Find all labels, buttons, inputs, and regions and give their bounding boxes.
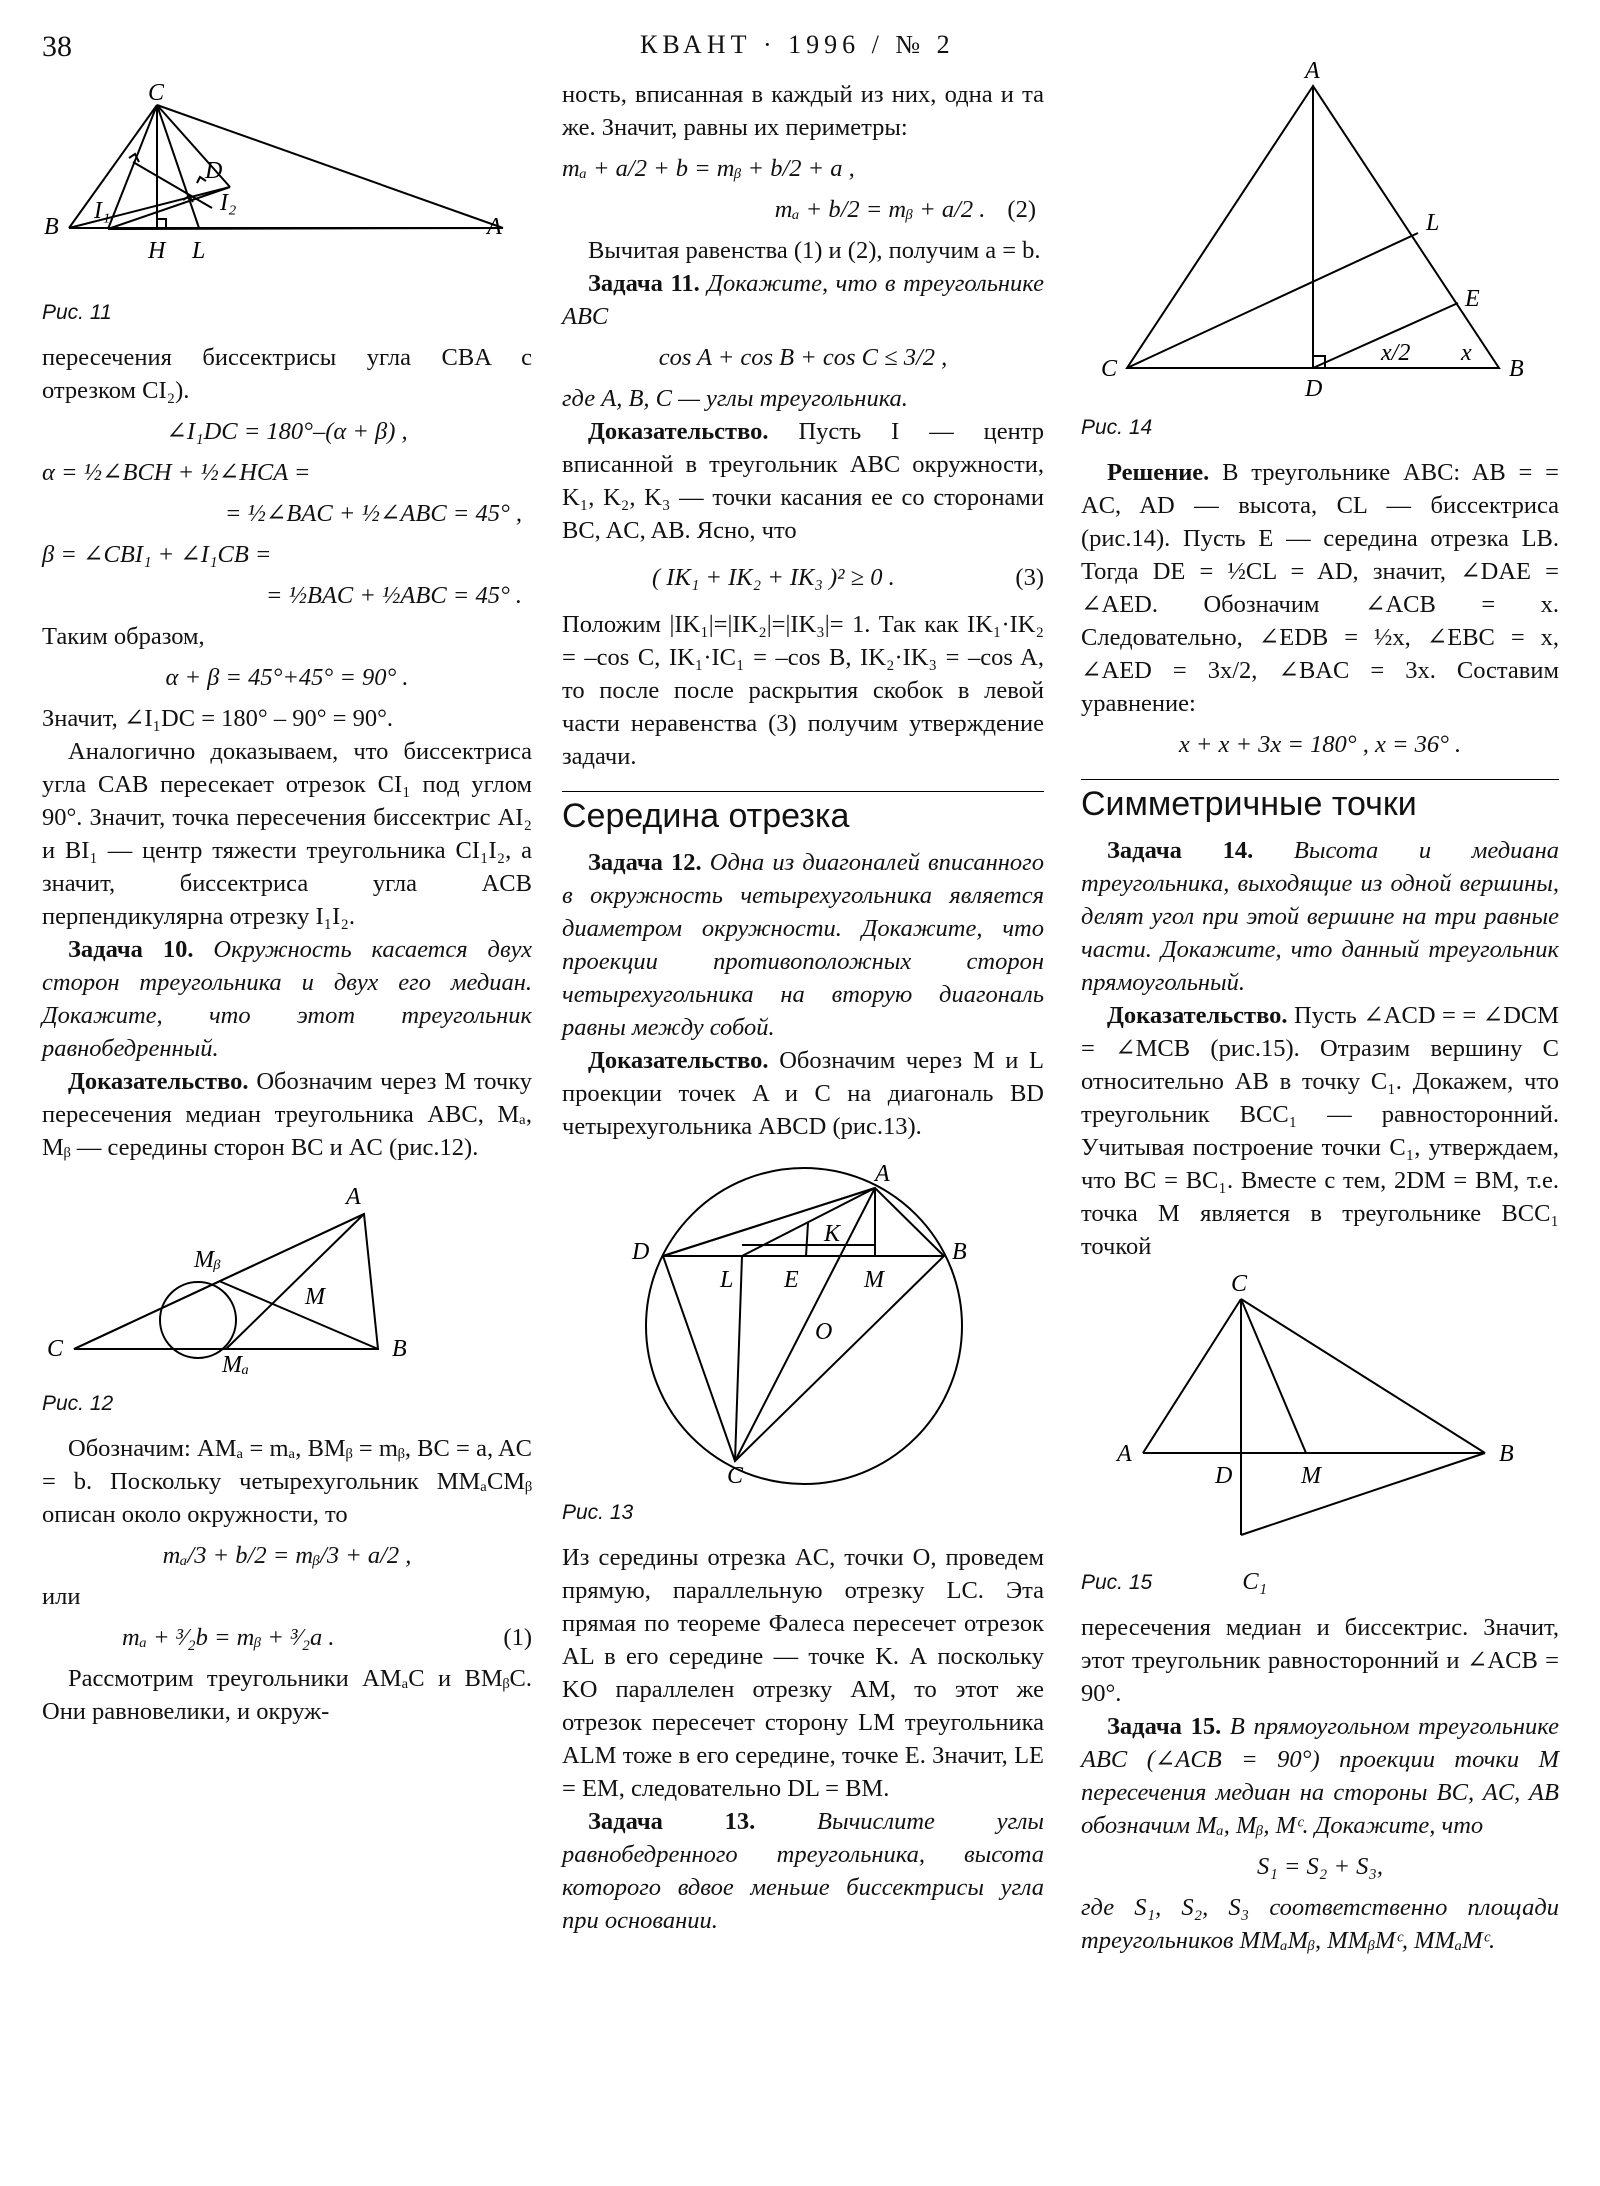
fig11-label-A: A <box>487 214 502 240</box>
fig11-label-I1: I₁ <box>94 198 111 224</box>
fig11-label-L: L <box>192 238 206 264</box>
proof-10 <box>42 1065 532 1164</box>
col1-para-2: Таким образом, <box>42 623 205 650</box>
fig14-label-C: C <box>1101 356 1118 382</box>
section-title-midpoint: Середина отрезка <box>562 791 1044 836</box>
task-11 <box>562 267 1044 333</box>
fig15-label-C: C <box>1231 1271 1248 1297</box>
column-1 <box>42 78 532 1728</box>
fig15-label-C1: C₁ <box>1242 1568 1268 1595</box>
task12-label: Задача 12. <box>588 849 702 876</box>
fig15-caption-row <box>1081 1562 1559 1611</box>
task14-text: Высота и медиана треугольника, выходящие из одной вершины, делят угол при этой вершине на три равные части. Докажите, что данный треугольник прямоугольный. <box>1081 837 1559 996</box>
eq-area: S₁ = S₂ + S₃, <box>1257 1853 1383 1880</box>
col2-para-1: ность, вписанная в каждый из них, одна и та же. Значит, равны их периметры: <box>562 81 1044 141</box>
task13-label: Задача 13. <box>588 1808 756 1835</box>
eq-2-row <box>562 193 1044 226</box>
page-number: 38 <box>42 30 72 63</box>
fig11-label-H: H <box>148 238 166 264</box>
solution13-text: В треугольнике ABC: AB = = AC, AD — высота, CL — биссектриса (рис.14). Пусть E — середина отрезка LB. Тогда DE = ½CL = AD, значит, ∠DAE = ∠AED. Обозначим ∠ACB = x. Следовательно, ∠EDB = ½x, ∠EBC = x, ∠AED = 3x/2, ∠BAC = 3x. Составим уравнение: <box>1081 459 1559 717</box>
fig11-caption: Рис. 11 <box>42 301 112 324</box>
figure-11 <box>42 78 532 283</box>
fig15-label-M: M <box>1301 1463 1321 1489</box>
solution13-label: Решение. <box>1107 459 1210 486</box>
proof14-label: Доказательство. <box>1107 1002 1288 1029</box>
eq-perimeter-1: mₐ + a/2 + b = mᵦ + b/2 + a , <box>562 155 855 182</box>
fig12-label-A: A <box>346 1184 361 1210</box>
eq-sum: α + β = 45°+45° = 90° . <box>165 664 409 691</box>
eq-cos-inequality: cos A + cos B + cos C ≤ 3/2 , <box>658 344 948 371</box>
col2-para-2: Вычитая равенства (1) и (2), получим a = b. <box>588 237 1041 264</box>
fig12-label-Ma: Mₐ <box>222 1352 250 1378</box>
col3-para-4: где S₁, S₂, S₃ соответственно площади треугольников MMₐMᵦ, MMᵦMᶜ, MMₐMᶜ. <box>1081 1894 1559 1954</box>
column-3 <box>1081 58 1560 1957</box>
fig12-label-C: C <box>47 1336 64 1362</box>
fig12-label-Mb: Mᵦ <box>194 1247 221 1273</box>
fig13-label-D: D <box>632 1239 650 1265</box>
col1-para-4: Аналогично доказываем, что биссектриса угла CAB пересекает отрезок CI₁ под углом 90°. Значит, точка пересечения биссектрис AI₂ и BI₁ — центр тяжести треугольника CI₁I₂, а значит, биссектриса угла ACB перпендикулярна отрезку I₁I₂. <box>42 738 532 930</box>
eq-3: ( IK₁ + IK₂ + IK₃ )² ≥ 0 . <box>652 564 895 591</box>
column-2 <box>562 78 1044 1937</box>
fig11-label-D: D <box>205 158 223 184</box>
task-13 <box>562 1805 1044 1937</box>
eq-beta: β = ∠CBI₁ + ∠I₁CB = <box>42 541 272 568</box>
figure-12 <box>42 1164 532 1378</box>
proof11-text: Пусть I — центр вписанной в треугольник ABC окружности, K₁, K₂, K₃ — точки касания ее со сторонами BC, AC, AB. Ясно, что <box>562 418 1044 544</box>
task15-text: В прямоугольном треугольнике ABC (∠ACB = 90°) проекции точки M пересечения медиан на стороны BC, AC, AB обозначим Mₐ, Mᵦ, Mᶜ. Докажите, что <box>1081 1713 1559 1839</box>
eq-tangential: mₐ/3 + b/2 = mᵦ/3 + a/2 , <box>162 1542 412 1569</box>
fig11-label-C: C <box>148 80 165 106</box>
proof12-label: Доказательство. <box>588 1047 769 1074</box>
fig14-label-E: E <box>1465 286 1480 312</box>
fig13-label-M: M <box>864 1267 884 1293</box>
fig13-label-C: C <box>727 1463 744 1489</box>
col1-para-1: пересечения биссектрисы угла CBA с отрезком CI₂). <box>42 344 532 404</box>
eq-alpha-value: = ½∠BAC + ½∠ABC = 45° , <box>224 500 522 527</box>
proof-11 <box>562 415 1044 547</box>
task-15 <box>1081 1710 1559 1842</box>
fig13-label-B: B <box>952 1239 967 1265</box>
task11-text: Докажите, что в треугольнике ABC <box>562 270 1045 330</box>
task12-text: Одна из диагоналей вписанного в окружность четырехугольника является диаметром окружности. Докажите, что проекции противоположных сторон четырехугольника на вторую диагональ равны между собой. <box>562 849 1044 1041</box>
task10-text: Окружность касается двух сторон треугольника и двух его медиан. Докажите, что этот треугольник равнобедренный. <box>42 936 533 1062</box>
fig14-label-x2: x/2 <box>1381 340 1411 366</box>
eq-angle-i1dc: ∠I₁DC = 180°–(α + β) , <box>166 418 408 445</box>
task15-label: Задача 15. <box>1107 1713 1222 1740</box>
col1-para-7: или <box>42 1583 81 1610</box>
proof10-text: Обозначим через M точку пересечения медиан треугольника ABC, Mₐ, Mᵦ — середины сторон BC и AC (рис.12). <box>42 1068 532 1161</box>
fig14-label-x: x <box>1461 340 1472 366</box>
eq-beta-value: = ½BAC + ½ABC = 45° . <box>265 582 522 609</box>
fig11-label-B: B <box>44 214 59 240</box>
eq-alpha: α = ½∠BCH + ½∠HCA = <box>42 459 311 486</box>
proof-12 <box>562 1044 1044 1143</box>
fig13-label-O: O <box>815 1319 833 1345</box>
proof14-text: Пусть ∠ACD = = ∠DCM = ∠MCB (рис.15). Отразим вершину C относительно AB в точку C₁. Докажем, что треугольник BCC₁ — равносторонний. Учитывая построение точки C₁, утверждаем, что BC = BC₁. Вместе с тем, 2DM = BM, т.е. точка M является в треугольнике BCC₁ точкой <box>1081 1002 1560 1260</box>
fig11-label-I2: I₂ <box>220 190 237 216</box>
eq-3-number: (3) <box>1015 564 1044 591</box>
fig13-label-L: L <box>720 1267 734 1293</box>
proof10-label: Доказательство. <box>68 1068 249 1095</box>
solution-13 <box>1081 456 1559 720</box>
fig13-label-E: E <box>784 1267 799 1293</box>
proof11-label: Доказательство. <box>588 418 769 445</box>
task13-text: Вычислите углы равнобедренного треугольника, высота которого вдвое меньше биссектрисы угла при основании. <box>562 1808 1045 1934</box>
proof-14 <box>1081 999 1559 1263</box>
eq-2-number: (2) <box>1007 196 1036 223</box>
figure-13 <box>562 1143 1044 1489</box>
fig13-label-K: K <box>824 1221 841 1247</box>
fig15-caption: Рис. 15 <box>1081 1571 1153 1594</box>
task-14 <box>1081 834 1559 999</box>
eq-1-row <box>42 1621 532 1654</box>
eq-3-row <box>562 561 1044 594</box>
task-10 <box>42 933 532 1065</box>
proof12-text: Обозначим через M и L проекции точек A и C на диагональ BD четырехугольника ABCD (рис.13). <box>562 1047 1044 1140</box>
fig14-label-L: L <box>1426 210 1440 236</box>
col1-para-8: Рассмотрим треугольники AMₐC и BMᵦC. Они равновелики, и окруж- <box>42 1665 532 1725</box>
task11-label: Задача 11. <box>588 270 700 297</box>
fig14-caption: Рис. 14 <box>1081 416 1153 439</box>
running-head: КВАНТ · 1996 / № 2 <box>640 30 955 59</box>
figure-15 <box>1081 1263 1559 1553</box>
col1-para-6: Обозначим: AMₐ = mₐ, BMᵦ = mᵦ, BC = a, AC = b. Поскольку четырехугольник MMₐCMᵦ описан около окружности, то <box>42 1435 532 1528</box>
fig13-label-A: A <box>875 1161 890 1187</box>
fig15-label-D: D <box>1215 1463 1233 1489</box>
col1-para-3: Значит, ∠I₁DC = 180° – 90° = 90°. <box>42 705 393 732</box>
fig12-caption: Рис. 12 <box>42 1392 114 1415</box>
eq-2: mₐ + b/2 = mᵦ + a/2 . <box>774 196 986 223</box>
col2-para-5: Положим |IK₁|=|IK₂|=|IK₃|= 1. Так как IK₁·IK₂ = –cos C, IK₁·IC₁ = –cos B, IK₂·IK₃ = –cos A, то после после раскрытия скобок в левой части неравенства (3) получим утверждение задачи. <box>562 611 1044 770</box>
section-title-symmetric: Симметричные точки <box>1081 779 1559 824</box>
fig15-label-B: B <box>1499 1441 1514 1467</box>
fig12-label-M: M <box>305 1284 325 1310</box>
fig12-label-B: B <box>392 1336 407 1362</box>
fig14-label-B: B <box>1509 356 1524 382</box>
eq-1-number: (1) <box>503 1624 532 1651</box>
fig14-label-D: D <box>1305 376 1323 402</box>
col2-para-3: где A, B, C — углы треугольника. <box>562 385 908 412</box>
col3-para-3: пересечения медиан и биссектрис. Значит, этот треугольник равносторонний и ∠ACB = 90°. <box>1081 1614 1559 1707</box>
figure-14 <box>1081 58 1559 402</box>
eq-1: mₐ + ³⁄₂b = mᵦ + ³⁄₂a . <box>122 1624 335 1651</box>
fig14-label-A: A <box>1305 58 1320 84</box>
task10-label: Задача 10. <box>68 936 194 963</box>
task-12 <box>562 846 1044 1044</box>
col2-para-7: Из середины отрезка AC, точки O, проведем прямую, параллельную отрезку LC. Эта прямая по теореме Фалеса пересечет отрезок AL в его середине — точке K. А поскольку KO параллелен отрезку AM, то этот же отрезок пересечет сторону LM треугольника ALM тоже в его середине, точке E. Значит, LE = EM, следовательно DL = BM. <box>562 1544 1044 1802</box>
task14-label: Задача 14. <box>1107 837 1254 864</box>
eq-angle-sum: x + x + 3x = 180° , x = 36° . <box>1178 731 1462 758</box>
fig13-caption: Рис. 13 <box>562 1501 634 1524</box>
fig15-label-A: A <box>1117 1441 1132 1467</box>
